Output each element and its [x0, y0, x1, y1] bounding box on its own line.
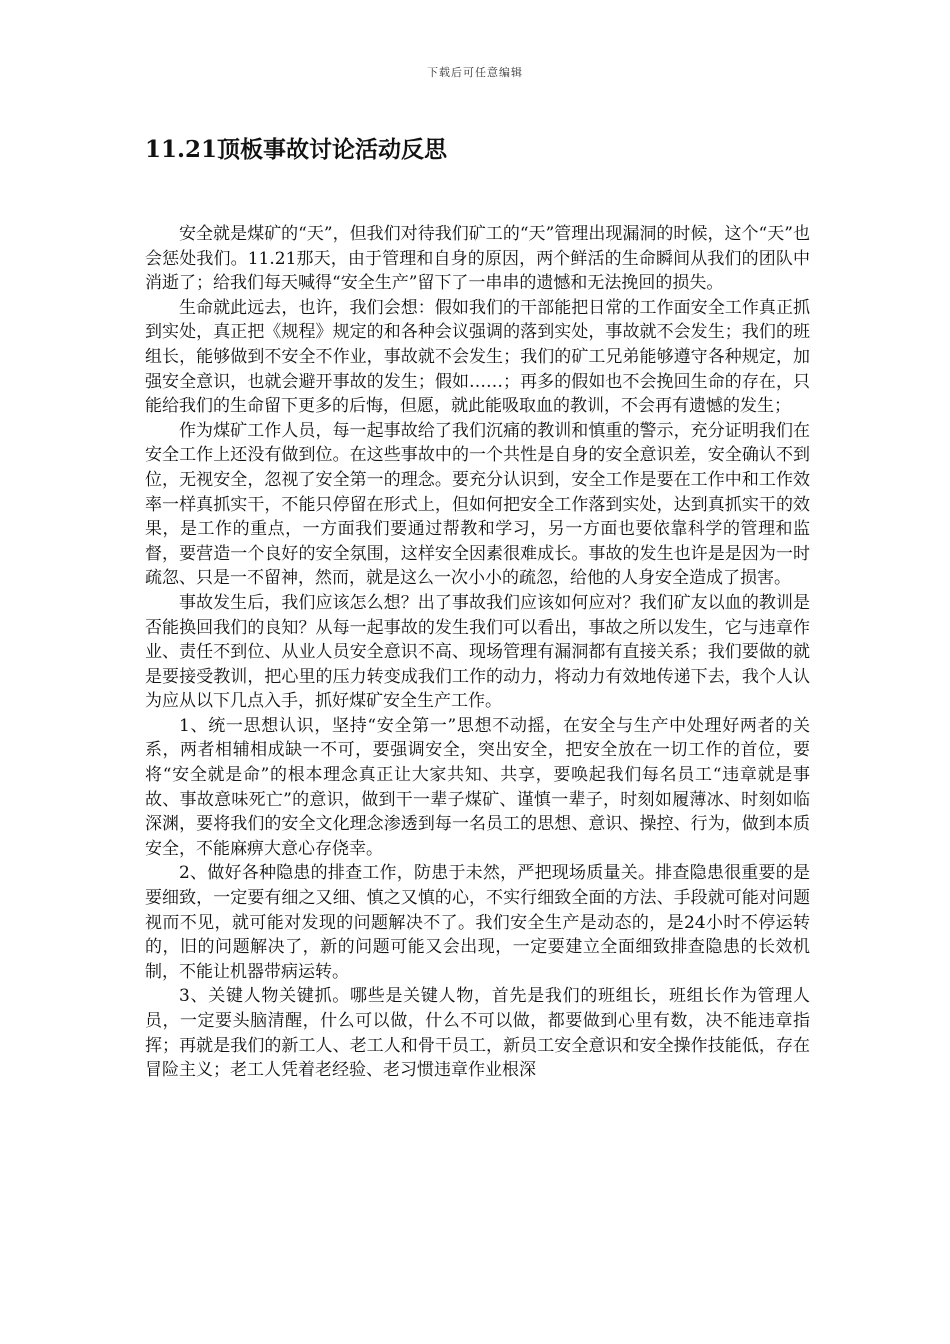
paragraph-lessons: 作为煤矿工作人员，每一起事故给了我们沉痛的教训和慎重的警示，充分证明我们在安全工作上还没有做到位。在这些事故中的一个共性是自身的安全意识差，安全确认不到位，无视安全，忽视了安全第一的理念。要充分认识到，安全工作是要在工作中和工作效率一样真抓实干，不能只停留在形式上，但如何把安全工作落到实处，达到真抓实干的效果，是工作的重点，一方面我们要通过帮教和学习，另一方面也要依靠科学的管理和监督，要营造一个良好的安全氛围，这样安全因素很难成长。事故的发生也许是是因为一时疏忽、只是一不留神，然而，就是这么一次小小的疏忽，给他的人身安全造成了损害。: [145, 420, 810, 589]
document-body: [145, 222, 810, 1083]
paragraph-point-2: 2、做好各种隐患的排查工作，防患于未然，严把现场质量关。排查隐患很重要的是要细致，一定要有细之又细、慎之又慎的心，不实行细致全面的方法、手段就可能对问题视而不见，就可能对发现的问题解决不了。我们安全生产是动态的，是24小时不停运转的，旧的问题解决了，新的问题可能又会出现，一定要建立全面细致排查隐患的长效机制，不能让机器带病运转。: [145, 863, 810, 982]
paragraph-response: 事故发生后，我们应该怎么想？出了事故我们应该如何应对？我们矿友以血的教训是否能换回我们的良知？从每一起事故的发生我们可以看出，事故之所以发生，它与违章作业、责任不到位、从业人员安全意识不高、现场管理有漏洞都有直接关系；我们要做的就是要接受教训，把心里的压力转变成我们工作的动力，将动力有效地传递下去，我个人认为应从以下几点入手，抓好煤矿安全生产工作。: [145, 592, 810, 712]
paragraph-point-1: 1、统一思想认识，坚持“安全第一”思想不动摇，在安全与生产中处理好两者的关系，两者相辅相成缺一不可，要强调安全，突出安全，把安全放在一切工作的首位，要将“安全就是命”的根本理念真正让大家共知、共享，要唤起我们每名员工“违章就是事故、事故意味死亡”的意识，做到干一辈子煤矿、谨慎一辈子，时刻如履薄冰、时刻如临深渊，要将我们的安全文化理念渗透到每一名员工的思想、意识、操控、行为，做到本质安全，不能麻痹大意心存侥幸。: [145, 715, 810, 859]
paragraph-reflection: 生命就此远去，也许，我们会想：假如我们的干部能把日常的工作面安全工作真正抓到实处，真正把《规程》规定的和各种会议强调的落到实处，事故就不会发生；我们的班组长，能够做到不安全不作业，事故就不会发生；我们的矿工兄弟能够遵守各种规定，加强安全意识，也就会避开事故的发生；假如……；再多的假如也不会挽回生命的存在，只能给我们的生命留下更多的后悔，但愿，就此能吸取血的教训，不会再有遗憾的发生；: [145, 297, 810, 417]
paragraph-point-3: 3、关键人物关键抓。哪些是关键人物，首先是我们的班组长，班组长作为管理人员，一定要头脑清醒，什么可以做，什么不可以做，都要做到心里有数，决不能违章指挥；再就是我们的新工人、老工人和骨干员工，新员工安全意识和安全操作技能低，存在冒险主义；老工人凭着老经验、老习惯违章作业根深: [145, 986, 810, 1081]
header-note: 下载后可任意编辑: [427, 66, 523, 79]
document-title: 11.21顶板事故讨论活动反思: [145, 136, 448, 163]
paragraph-intro: 安全就是煤矿的“天”，但我们对待我们矿工的“天”管理出现漏洞的时候，这个“天”也会惩处我们。11.21那天，由于管理和自身的原因，两个鲜活的生命瞬间从我们的团队中消逝了；给我们每天喊得“安全生产”留下了一串串的遗憾和无法挽回的损失。: [145, 224, 810, 294]
